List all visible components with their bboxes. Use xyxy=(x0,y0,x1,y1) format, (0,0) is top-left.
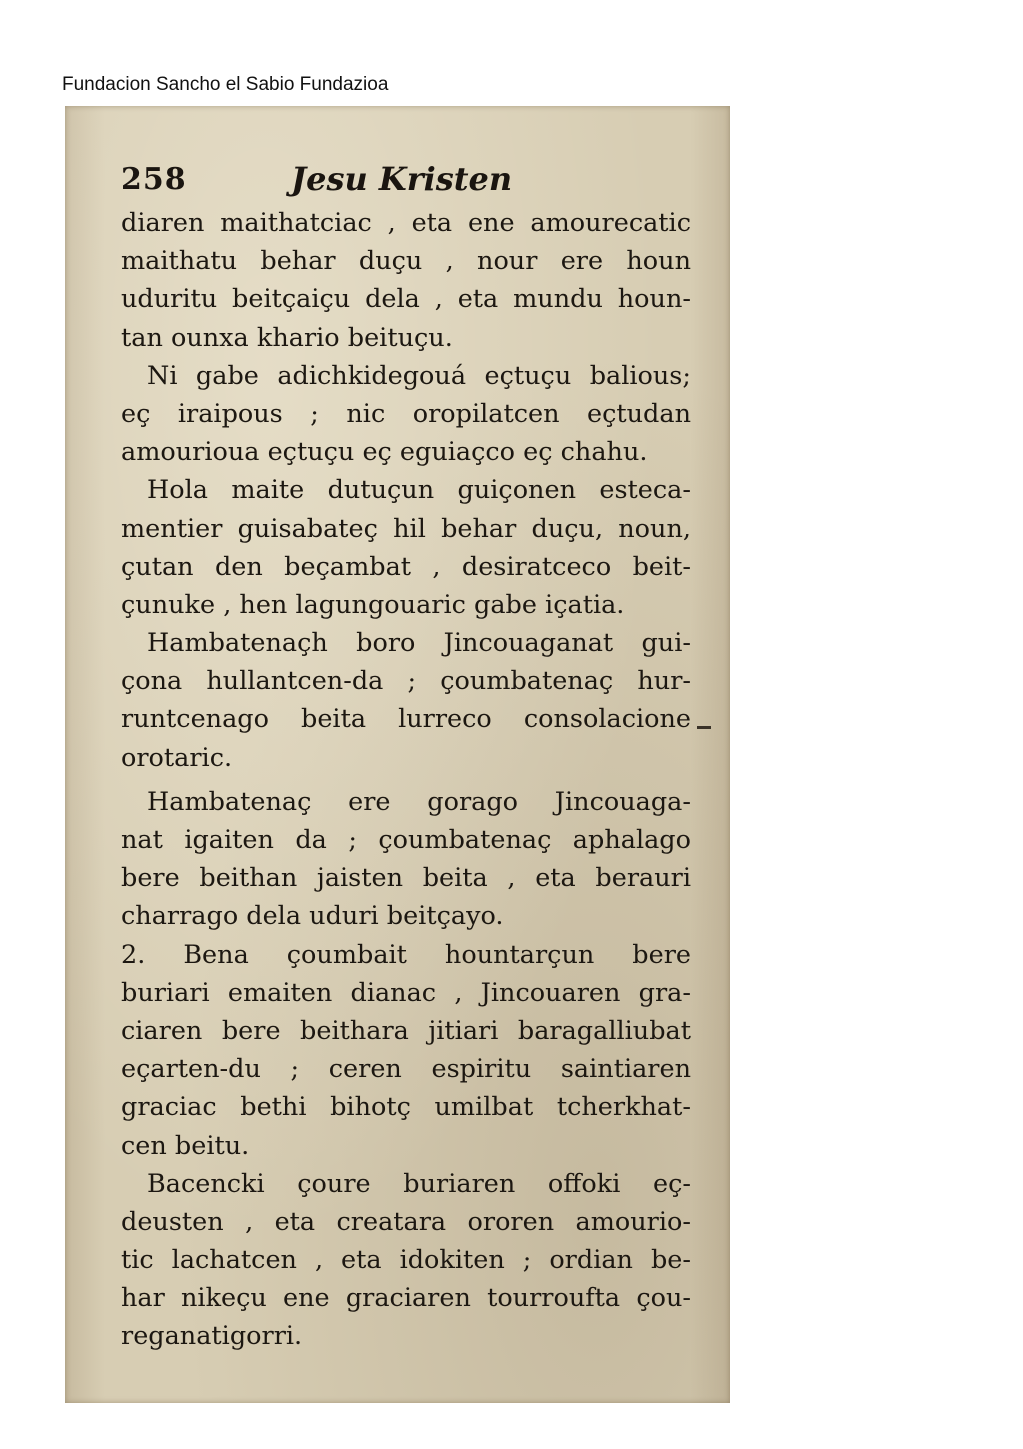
source-header: Fundacion Sancho el Sabio Fundazioa xyxy=(62,74,389,95)
text-line: runtcenago beita lurreco consolacione xyxy=(121,704,691,735)
page-number: 258 xyxy=(121,162,187,197)
text-line: eçarten-du ; ceren espiritu saintiaren xyxy=(121,1054,691,1085)
text-line: diaren maithatciac , eta ene amourecatic xyxy=(121,208,691,238)
text-line: bere beithan jaisten beita , eta berauri xyxy=(121,863,691,894)
text-line: Hola maite dutuçun guiçonen esteca- xyxy=(147,475,691,506)
text-line: charrago dela uduri beitçayo. xyxy=(121,901,504,932)
running-title: Jesu Kristen xyxy=(291,160,513,198)
text-line: Bacencki çoure buriaren offoki eç- xyxy=(147,1168,691,1199)
text-line: Ni gabe adichkidegouá eçtuçu balious; xyxy=(147,360,691,391)
text-line: uduritu beitçaiçu dela , eta mundu houn- xyxy=(121,284,691,315)
text-line: Hambatenaçh boro Jincouaganat gui- xyxy=(147,628,691,659)
text-line: amourioua eçtuçu eç eguiaçco eç chahu. xyxy=(121,437,648,468)
text-line: buriari emaiten dianac , Jincouaren gra- xyxy=(121,977,691,1008)
text-line: har nikeçu ene graciaren tourroufta çou- xyxy=(121,1283,691,1314)
text-line: Hambatenaç ere gorago Jincouaga- xyxy=(147,786,691,817)
margin-mark xyxy=(697,726,711,729)
text-line: cen beitu. xyxy=(121,1130,250,1161)
text-line: çona hullantcen-da ; çoumbatenaç hur- xyxy=(121,666,691,697)
text-line: orotaric. xyxy=(121,742,233,773)
text-line: mentier guisabateç hil behar duçu, noun, xyxy=(121,513,691,544)
text-line: tic lachatcen , eta idokiten ; ordian be- xyxy=(121,1245,691,1276)
text-line: ciaren bere beithara jitiari baragalliubat xyxy=(121,1015,691,1046)
text-line: tan ounxa khario beituçu. xyxy=(121,322,453,353)
text-line: graciac bethi bihotç umilbat tcherkhat- xyxy=(121,1092,691,1123)
text-line: reganatigorri. xyxy=(121,1321,303,1352)
running-head xyxy=(121,162,681,206)
text-line: deusten , eta creatara ororen amourio- xyxy=(121,1206,691,1237)
text-line: maithatu behar duçu , nour ere houn xyxy=(121,246,691,277)
body-text xyxy=(121,204,691,1356)
text-line: 2. Bena çoumbait hountarçun bere xyxy=(121,939,691,970)
text-line: eç iraipous ; nic oropilatcen eçtudan xyxy=(121,398,691,429)
text-line: çunuke , hen lagungouaric gabe içatia. xyxy=(121,589,625,620)
text-line: nat igaiten da ; çoumbatenaç aphalago xyxy=(121,825,691,855)
text-line: çutan den beçambat , desiratceco beit- xyxy=(121,551,691,582)
scanned-page xyxy=(65,106,730,1403)
